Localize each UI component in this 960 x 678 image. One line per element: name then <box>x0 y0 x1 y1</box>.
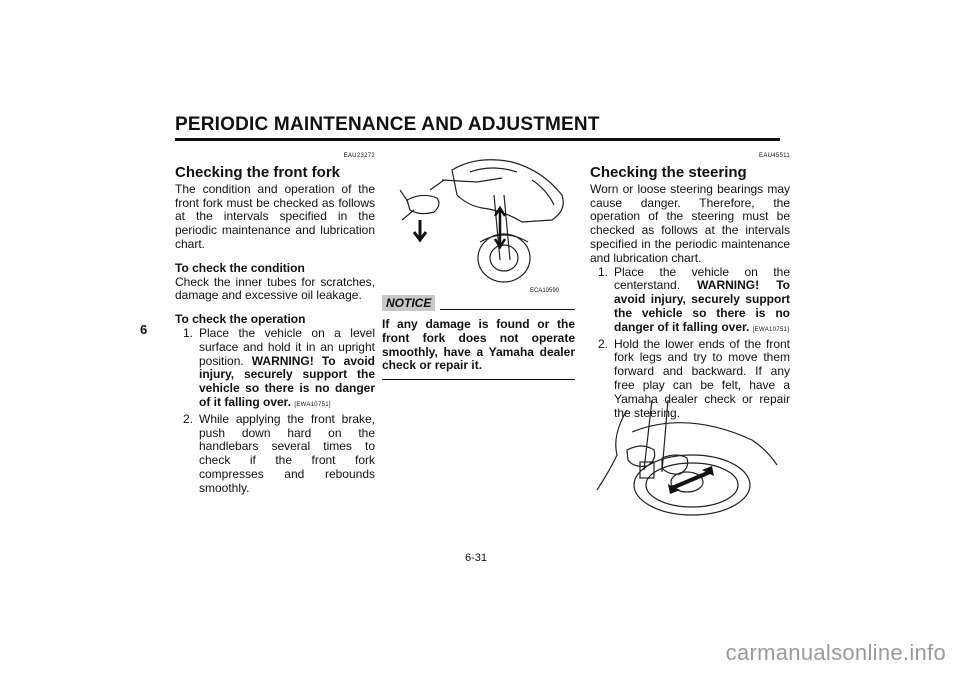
chapter-tab-marker: 6 <box>140 322 148 337</box>
operation-step: 1. Place the vehicle on a level surface and hold it in an upright position. WARNING! To avoid injury, securely support the vehicle so there is no danger of it falling over. [EWA10751] <box>183 325 375 409</box>
steering-figure <box>592 400 782 520</box>
steering-step: 2. Hold the lower ends of the front fork legs and try to move them forward and backward. If any free play can be felt, have a Yamaha dealer check or repair the steering. <box>598 336 790 420</box>
warning-text: WARNING! To avoid injury, securely support the vehicle so there is no danger of it falling over. <box>199 353 375 409</box>
header-rule <box>175 138 780 141</box>
condition-text: Check the inner tubes for scratches, damage and excessive oil leakage. <box>175 274 375 303</box>
operation-step: 2. While applying the front brake, push down hard on the handlebars several times to check if the front fork compresses and rebounds smoothly. <box>183 411 375 495</box>
warning-code: [EWA10751] <box>294 401 331 408</box>
notice-code: ECA10590 <box>530 288 560 294</box>
warning-code: [EWA10751] <box>752 326 790 333</box>
notice-label: NOTICE <box>382 295 435 311</box>
notice-text: If any damage is found or the front fork does not operate smoothly, have a Yamaha dealer check or repair it. <box>382 317 575 373</box>
section-heading-front-fork: Checking the front fork <box>175 163 341 181</box>
notice-box <box>382 294 575 380</box>
section-code: EAU45511 <box>759 153 790 159</box>
notice-bottom-rule <box>382 379 575 380</box>
section-heading-steering: Checking the steering <box>590 163 747 181</box>
operation-heading: To check the operation <box>175 312 306 327</box>
middle-column <box>382 150 582 285</box>
steering-step: 1. Place the vehicle on the centerstand. WARNING! To avoid injury, securely support the vehicle so there is no danger of it falling over. [EWA10751] <box>598 264 790 334</box>
left-column <box>175 150 375 496</box>
operation-steps <box>175 327 375 496</box>
right-column <box>590 150 790 420</box>
watermark-link[interactable]: carmanualsonline.info <box>725 640 946 665</box>
steering-intro: Worn or loose steering bearings may cause danger. Therefore, the operation of the steering must be checked as follows at the intervals specified in the periodic maintenance and lubrication chart. <box>590 181 790 265</box>
front-fork-intro: The condition and operation of the front fork must be checked as follows at the intervals specified in the periodic maintenance and lubrication chart. <box>175 181 375 251</box>
condition-heading: To check the condition <box>175 260 305 275</box>
steering-steps <box>590 266 790 421</box>
warning-text: WARNING! To avoid injury, securely support the vehicle so there is no danger of it falling over. <box>614 278 790 334</box>
section-code: EAU23272 <box>343 153 375 159</box>
page-number: 6-31 <box>465 552 488 564</box>
notice-top-rule <box>440 309 575 310</box>
steering-check-illustration-icon <box>592 400 782 520</box>
page-title: PERIODIC MAINTENANCE AND ADJUSTMENT <box>175 114 600 135</box>
motorcycle-fork-push-illustration-icon <box>382 150 582 285</box>
